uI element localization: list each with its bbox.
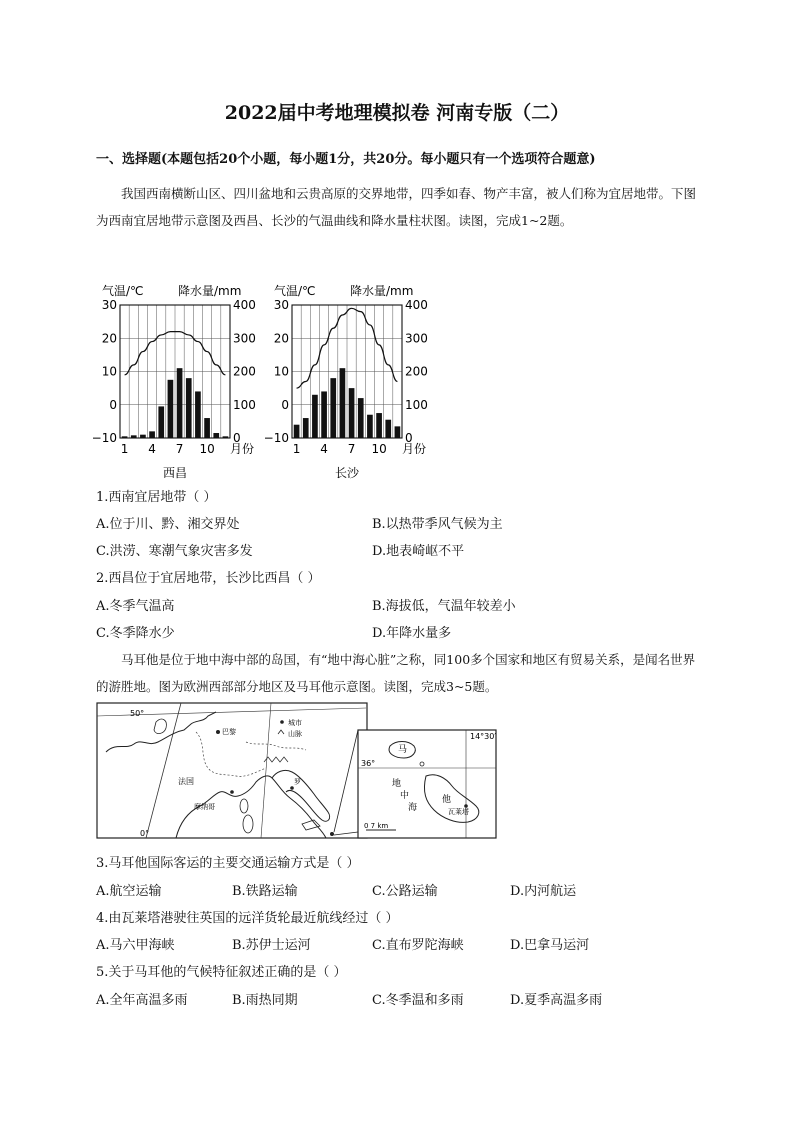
y-right-tick-label: 0 — [233, 431, 241, 445]
precipitation-bar — [330, 378, 336, 438]
city-paris-label: 巴黎 — [222, 728, 236, 736]
precipitation-bar — [340, 368, 346, 438]
precipitation-bar — [122, 436, 128, 438]
q1-option-a[interactable]: A.位于川、黔、湘交界处 — [96, 517, 240, 532]
precipitation-bar — [294, 425, 300, 438]
q3-option-b[interactable]: B.铁路运输 — [232, 884, 298, 899]
france-label: 法国 — [178, 777, 194, 786]
precipitation-bar — [149, 431, 155, 438]
city-marker-icon — [290, 786, 294, 790]
q5-option-b[interactable]: B.雨热同期 — [232, 993, 298, 1008]
precipitation-bar — [131, 435, 137, 438]
precipitation-bar — [349, 388, 355, 438]
scale-label: 0 7 km — [364, 822, 389, 830]
passage-2: 马耳他是位于地中海中部的岛国，有“地中海心脏”之称，同100多个国家和地区有贸易关系，是闻名世界的游胜地。图为欧洲西部部分地区及马耳他示意图。读图，完成3~5题。 — [96, 652, 696, 694]
city-marker-icon — [230, 790, 234, 794]
lon-0-label: 0° — [140, 829, 150, 838]
question-2: 2.西昌位于宜居地带，长沙比西昌（ ） — [96, 571, 321, 586]
precipitation-bar — [158, 406, 164, 438]
precipitation-bar — [168, 380, 174, 438]
x-axis-label: 月份 — [401, 442, 427, 456]
precipitation-bar — [303, 418, 309, 438]
valletta-label: 瓦莱塔 — [448, 808, 469, 816]
precipitation-bar — [395, 426, 401, 438]
x-tick-label: 7 — [175, 442, 184, 456]
y-left-tick-label: 30 — [273, 298, 289, 312]
q4-option-d[interactable]: D.巴拿马运河 — [510, 938, 590, 953]
x-tick-label: 4 — [320, 442, 328, 456]
lat-50-label: 50° — [130, 709, 145, 718]
europe-map-frame — [97, 703, 367, 838]
precipitation-bar — [186, 378, 192, 438]
section-heading: 一、选择题(本题包括20个小题，每小题1分，共20分。每小题只有一个选项符合题意) — [96, 152, 596, 167]
q3-option-d[interactable]: D.内河航运 — [510, 884, 577, 899]
question-4: 4.由瓦莱塔港驶往英国的远洋货轮最近航线经过（ ） — [96, 911, 399, 926]
lon-1430-label: 14°30′ — [470, 732, 497, 741]
q2-option-c[interactable]: C.冬季降水少 — [96, 626, 175, 641]
city-marker-icon — [216, 730, 220, 734]
x-axis-label: 月份 — [229, 442, 255, 456]
malta-label-ta: 他 — [442, 795, 452, 805]
passage-1: 我国西南横断山区、四川盆地和云贵高原的交界地带，四季如春、物产丰富，被人们称为宜居地带。下图为西南宜居地带示意图及西昌、长沙的气温曲线和降水量柱状图。读图，完成1~2题。 — [96, 186, 697, 228]
q2-option-b[interactable]: B.海拔低，气温年较差小 — [372, 599, 516, 614]
y-right-tick-label: 100 — [233, 397, 256, 412]
y-left-tick-label: 0 — [109, 397, 117, 412]
precipitation-bar — [376, 413, 382, 438]
q2-option-d[interactable]: D.年降水量多 — [372, 626, 452, 641]
precipitation-bar — [195, 391, 201, 438]
q4-option-a[interactable]: A.马六甲海峡 — [96, 938, 175, 953]
question-1: 1.西南宜居地带（ ） — [96, 490, 217, 505]
sea-label-1: 地 — [392, 779, 402, 789]
q2-option-a[interactable]: A.冬季气温高 — [96, 599, 175, 614]
precipitation-bar — [321, 391, 327, 438]
monaco-label: 摩纳哥 — [194, 803, 215, 811]
precipitation-bar — [367, 415, 373, 438]
malta-marker — [330, 832, 334, 836]
y-right-tick-label: 100 — [405, 397, 428, 412]
precipitation-bar — [312, 395, 318, 438]
y-right-tick-label: 400 — [405, 298, 428, 312]
question-3: 3.马耳他国际客运的主要交通运输方式是（ ） — [96, 856, 360, 871]
y-left-tick-label: 10 — [273, 364, 289, 379]
q4-option-b[interactable]: B.苏伊士运河 — [232, 938, 311, 953]
precipitation-bar — [358, 398, 364, 438]
europe-malta-map — [96, 702, 498, 840]
malta-label-ma: 马 — [398, 745, 408, 755]
climate-charts — [91, 280, 436, 485]
q3-option-a[interactable]: A.航空运输 — [96, 884, 162, 899]
y-right-tick-label: 300 — [233, 331, 256, 346]
y-left-tick-label: −10 — [263, 431, 289, 445]
axis-label-temperature: 气温/℃ — [102, 284, 144, 298]
page-title: 2022届中考地理模拟卷 河南专版（二） — [224, 102, 570, 124]
y-left-tick-label: 20 — [273, 331, 289, 346]
precipitation-bar — [213, 433, 219, 438]
sea-label-2: 中 — [400, 791, 410, 801]
question-5: 5.关于马耳他的气候特征叙述正确的是（ ） — [96, 965, 347, 980]
climate-chart-changsha — [264, 283, 428, 480]
x-tick-label: 10 — [371, 442, 387, 456]
axis-label-precipitation: 降水量/mm — [178, 284, 242, 298]
axis-label-precipitation: 降水量/mm — [350, 284, 414, 298]
axis-label-temperature: 气温/℃ — [274, 284, 316, 298]
x-tick-label: 7 — [347, 442, 356, 456]
precipitation-bar — [385, 420, 391, 438]
q4-option-c[interactable]: C.直布罗陀海峡 — [372, 938, 464, 953]
q5-option-d[interactable]: D.夏季高温多雨 — [510, 993, 603, 1008]
lat-36-label: 36° — [361, 759, 376, 768]
y-left-tick-label: 10 — [101, 364, 117, 379]
chart-title: 西昌 — [162, 466, 188, 480]
x-tick-label: 10 — [199, 442, 215, 456]
x-tick-label: 4 — [148, 442, 156, 456]
y-left-tick-label: 30 — [101, 298, 117, 312]
precipitation-bar — [223, 436, 229, 438]
y-left-tick-label: 20 — [101, 331, 117, 346]
legend-city-icon — [280, 720, 284, 724]
x-tick-label: 1 — [120, 442, 129, 456]
y-right-tick-label: 400 — [233, 298, 256, 312]
chart-title: 长沙 — [334, 466, 360, 480]
climate-chart-xichang — [92, 283, 256, 480]
q1-option-d[interactable]: D.地表崎岖不平 — [372, 544, 465, 559]
x-tick-label: 1 — [292, 442, 301, 456]
q1-option-b[interactable]: B.以热带季风气候为主 — [372, 517, 503, 532]
sea-label-3: 海 — [408, 803, 418, 813]
legend-mountain-label: 山脉 — [288, 730, 302, 738]
y-right-tick-label: 200 — [233, 364, 256, 379]
precipitation-bar — [177, 368, 183, 438]
q5-option-a[interactable]: A.全年高温多雨 — [96, 993, 188, 1008]
q5-option-c[interactable]: C.冬季温和多雨 — [372, 993, 464, 1008]
legend-city-label: 城市 — [288, 719, 302, 727]
y-right-tick-label: 0 — [405, 431, 413, 445]
y-left-tick-label: 0 — [281, 397, 289, 412]
y-left-tick-label: −10 — [91, 431, 117, 445]
y-right-tick-label: 200 — [405, 364, 428, 379]
precipitation-bar — [140, 435, 146, 438]
rome-label: 罗 — [294, 778, 301, 786]
q3-option-c[interactable]: C.公路运输 — [372, 884, 438, 899]
precipitation-bar — [204, 418, 210, 438]
q1-option-c[interactable]: C.洪涝、寒潮气象灾害多发 — [96, 544, 253, 559]
y-right-tick-label: 300 — [405, 331, 428, 346]
